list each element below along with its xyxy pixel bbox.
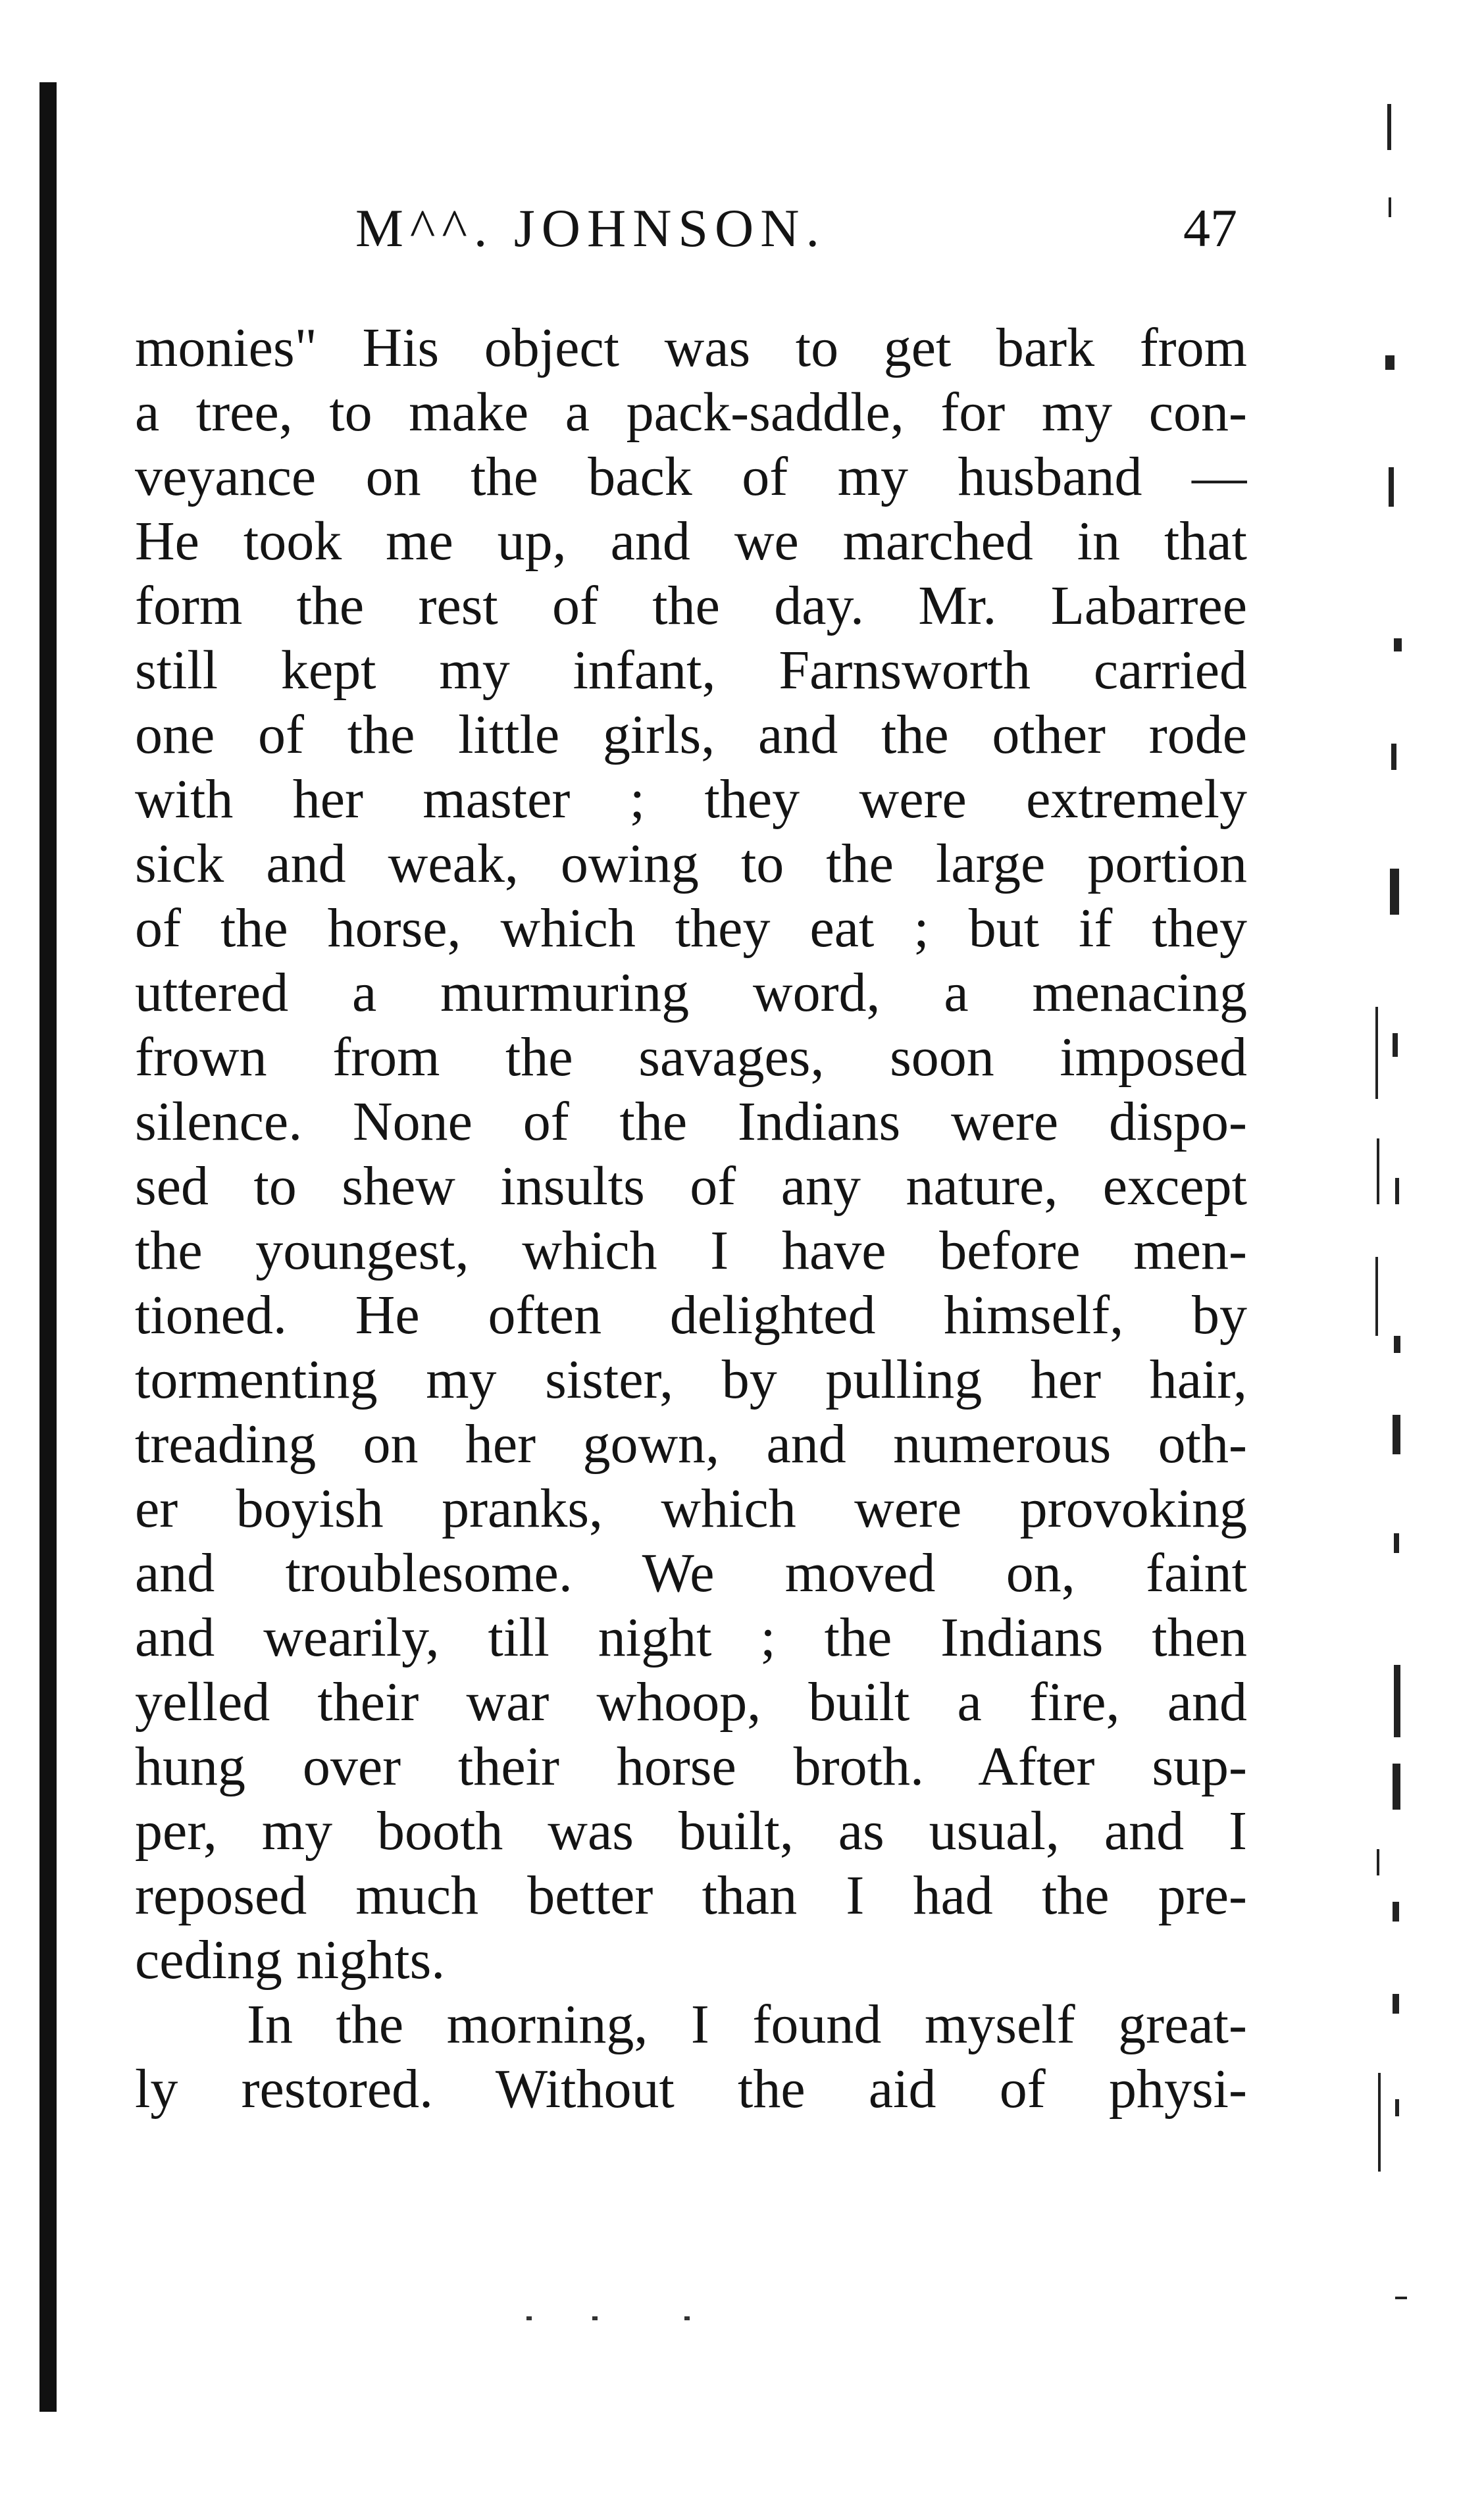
text-line: form the rest of the day. Mr. Labarree <box>135 575 1247 636</box>
text-line: ceding nights. <box>135 1929 446 1991</box>
text-line: one of the little girls, and the other rode <box>135 704 1247 765</box>
text-line: tioned. He often delighted himself, by <box>135 1285 1247 1346</box>
paragraph <box>135 1993 1247 2122</box>
text-line: a tree, to make a pack-saddle, for my con- <box>135 382 1247 443</box>
body-text <box>135 316 1247 2122</box>
page-header <box>355 197 1237 276</box>
text-line: the youngest, which I have before men- <box>135 1220 1247 1281</box>
paragraph <box>135 316 1247 1993</box>
text-line: veyance on the back of my husband — <box>135 446 1247 507</box>
margin-show-through <box>1369 99 1461 2369</box>
text-line: of the horse, which they eat ; but if they <box>135 898 1247 959</box>
text-line: monies" His object was to get bark from <box>135 317 1247 378</box>
text-line: and wearily, till night ; the Indians then <box>135 1607 1247 1668</box>
paper-specks <box>513 2316 711 2330</box>
text-line: still kept my infant, Farnsworth carried <box>135 640 1247 701</box>
binding-edge <box>39 82 57 2412</box>
text-line: sed to shew insults of any nature, except <box>135 1156 1247 1217</box>
text-line: yelled their war whoop, built a fire, and <box>135 1671 1247 1733</box>
text-line: frown from the savages, soon imposed <box>135 1027 1247 1088</box>
text-line: uttered a murmuring word, a menacing <box>135 962 1247 1023</box>
text-line: er boyish pranks, which were provoking <box>135 1478 1247 1539</box>
text-line: reposed much better than I had the pre- <box>135 1865 1247 1926</box>
page-number: 47 <box>1183 198 1237 258</box>
text-line: sick and weak, owing to the large portion <box>135 833 1247 894</box>
text-line: hung over their horse broth. After sup- <box>135 1736 1247 1797</box>
text-line: with her master ; they were extremely <box>135 769 1247 830</box>
text-line: silence. None of the Indians were dispo- <box>135 1091 1247 1152</box>
text-line: He took me up, and we marched in that <box>135 511 1247 572</box>
text-line: In the morning, I found myself great- <box>247 1994 1247 2055</box>
text-line: and troublesome. We moved on, faint <box>135 1542 1247 1604</box>
text-line: ly restored. Without the aid of physi- <box>135 2058 1247 2120</box>
text-line: per, my booth was built, as usual, and I <box>135 1800 1247 1862</box>
text-line: tormenting my sister, by pulling her hair, <box>135 1349 1247 1410</box>
running-head: M^^. JOHNSON. <box>355 198 826 258</box>
text-line: treading on her gown, and numerous oth- <box>135 1414 1247 1475</box>
